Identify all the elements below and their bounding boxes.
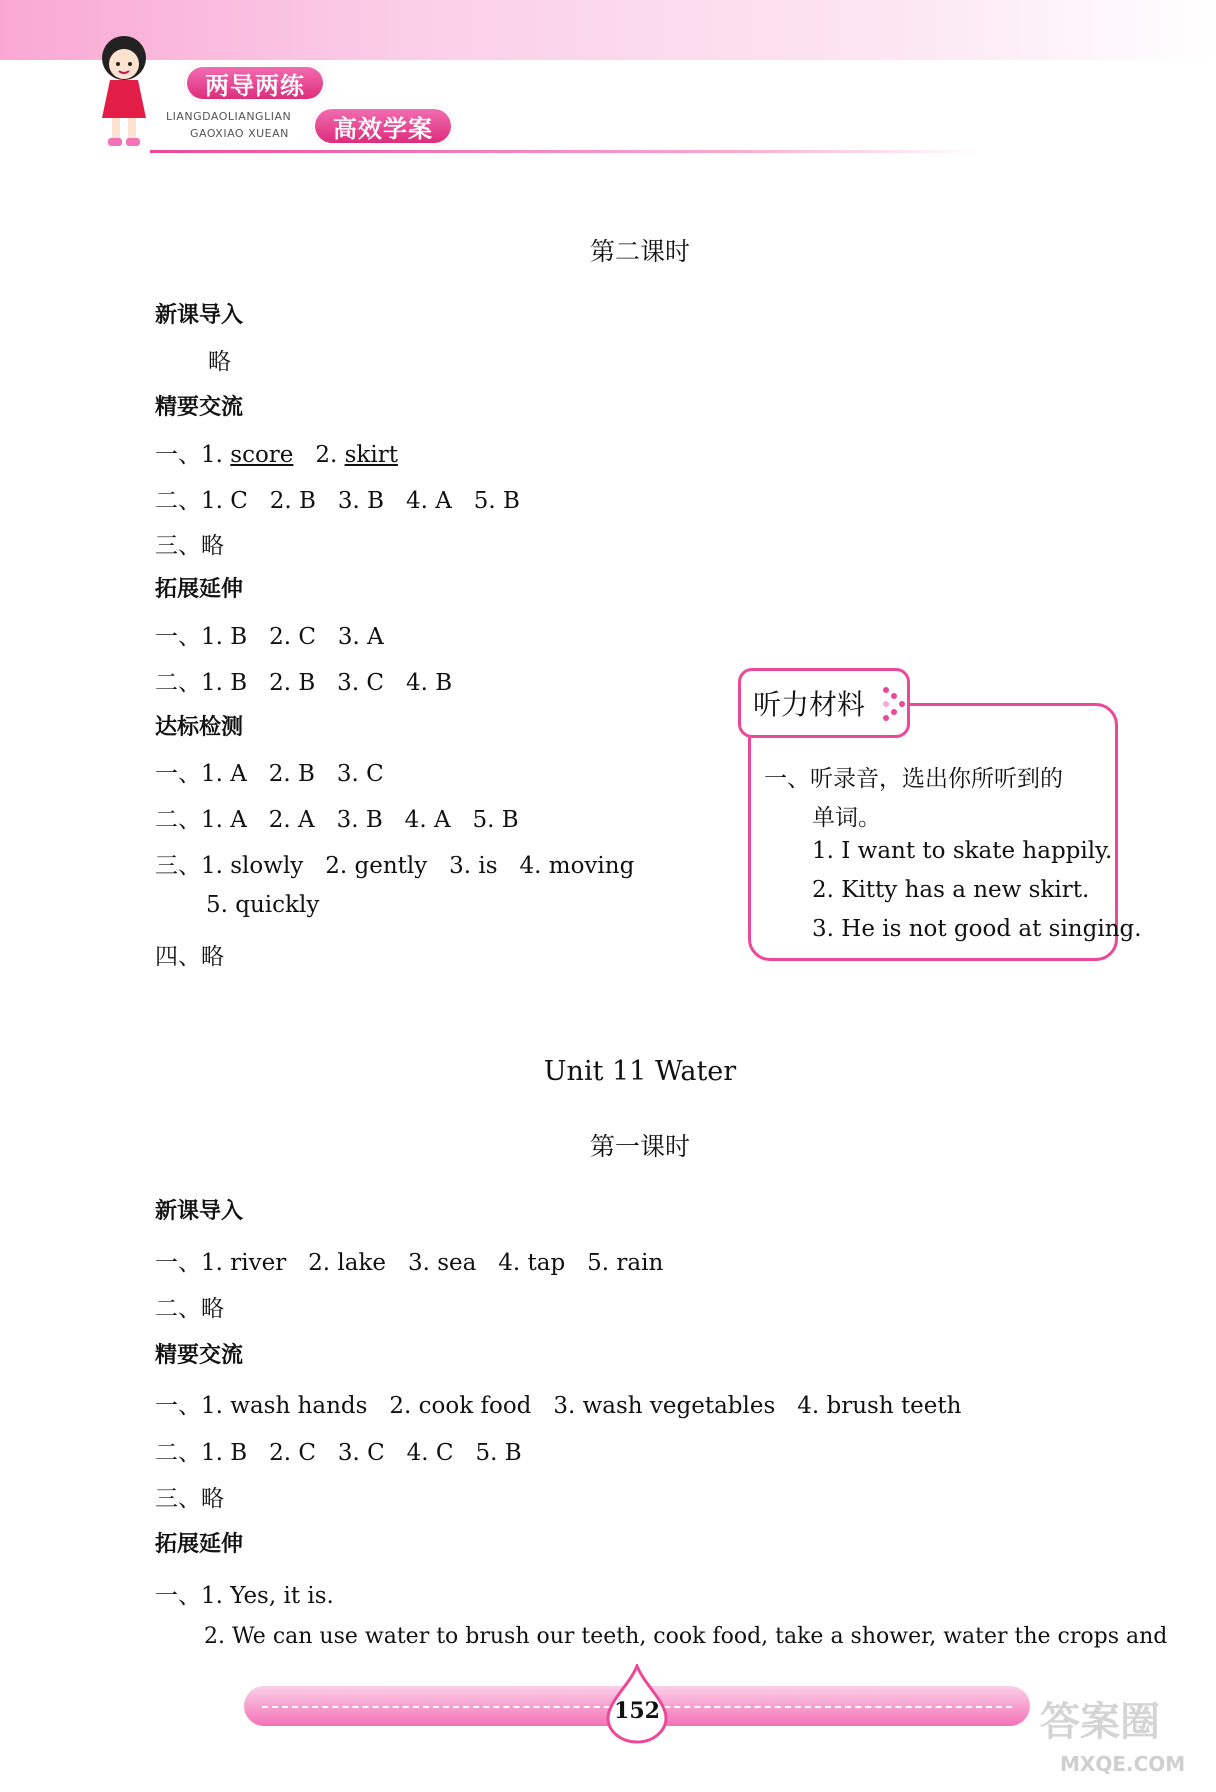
answer-line: 二、1. A 2. A 3. B 4. A 5. B <box>155 807 519 833</box>
answer-line: 一、1. A 2. B 3. C <box>155 761 384 787</box>
answer-line: 一、1. river 2. lake 3. sea 4. tap 5. rain <box>155 1250 664 1276</box>
girl-mascot-icon <box>88 30 160 150</box>
heading-intro: 新课导入 <box>155 1199 244 1224</box>
subtitle-badge: 高效学案 <box>312 106 454 146</box>
page-number: 152 <box>614 1698 660 1724</box>
heading-extend: 拓展延伸 <box>155 1532 244 1557</box>
answer-line: 四、略 <box>155 944 224 970</box>
watermark-logo: 答案圈 <box>1040 1699 1160 1745</box>
listening-tab: 听力材料 <box>738 668 910 738</box>
series-pinyin: LIANGDAOLIANGLIAN <box>166 110 292 123</box>
answer-line: 三、1. slowly 2. gently 3. is 4. moving <box>155 853 635 879</box>
heading-extend: 拓展延伸 <box>155 577 244 602</box>
arrow-dots-icon <box>882 686 910 722</box>
answer-line: 二、1. B 2. C 3. C 4. C 5. B <box>155 1440 522 1466</box>
answer-line: 略 <box>208 349 231 375</box>
answer-line: 三、略 <box>155 533 224 559</box>
answer-line: 三、略 <box>155 1486 224 1512</box>
answer-line: 一、1. score 2. skirt <box>155 442 398 468</box>
lesson-title: 第一课时 <box>589 1132 690 1161</box>
answer-line: 二、1. C 2. B 3. B 4. A 5. B <box>155 488 520 514</box>
unit-title: Unit 11 Water <box>543 1056 737 1087</box>
subtitle-pinyin: GAOXIAO XUEAN <box>190 127 289 140</box>
answer-line: 一、1. B 2. C 3. A <box>155 624 384 650</box>
answer-line: 5. quickly <box>206 892 320 918</box>
listening-item: 1. I want to skate happily. <box>812 838 1113 864</box>
listening-instruction-cont: 单词。 <box>812 805 881 831</box>
heading-test: 达标检测 <box>155 715 244 740</box>
header-divider <box>150 150 980 153</box>
listening-instruction: 一、听录音，选出你所听到的 <box>764 766 1063 792</box>
lesson-title: 第二课时 <box>589 237 690 266</box>
answer-line: 一、1. wash hands 2. cook food 3. wash vegetables 4. brush teeth <box>155 1393 962 1419</box>
answer-line: 二、略 <box>155 1296 224 1322</box>
listening-item: 3. He is not good at singing. <box>812 916 1142 942</box>
series-badge: 两导两练 <box>184 64 326 102</box>
answer-line: 2. We can use water to brush our teeth, cook food, take a shower, water the crops and <box>204 1624 1168 1649</box>
header-band <box>0 0 1216 60</box>
answer-line: 二、1. B 2. B 3. C 4. B <box>155 670 453 696</box>
listening-item: 2. Kitty has a new skirt. <box>812 877 1090 903</box>
heading-exchange: 精要交流 <box>155 395 244 420</box>
answer-line: 一、1. Yes, it is. <box>155 1583 334 1609</box>
heading-exchange: 精要交流 <box>155 1343 244 1368</box>
watermark-url: MXQE.COM <box>1060 1752 1186 1776</box>
heading-intro: 新课导入 <box>155 303 244 328</box>
